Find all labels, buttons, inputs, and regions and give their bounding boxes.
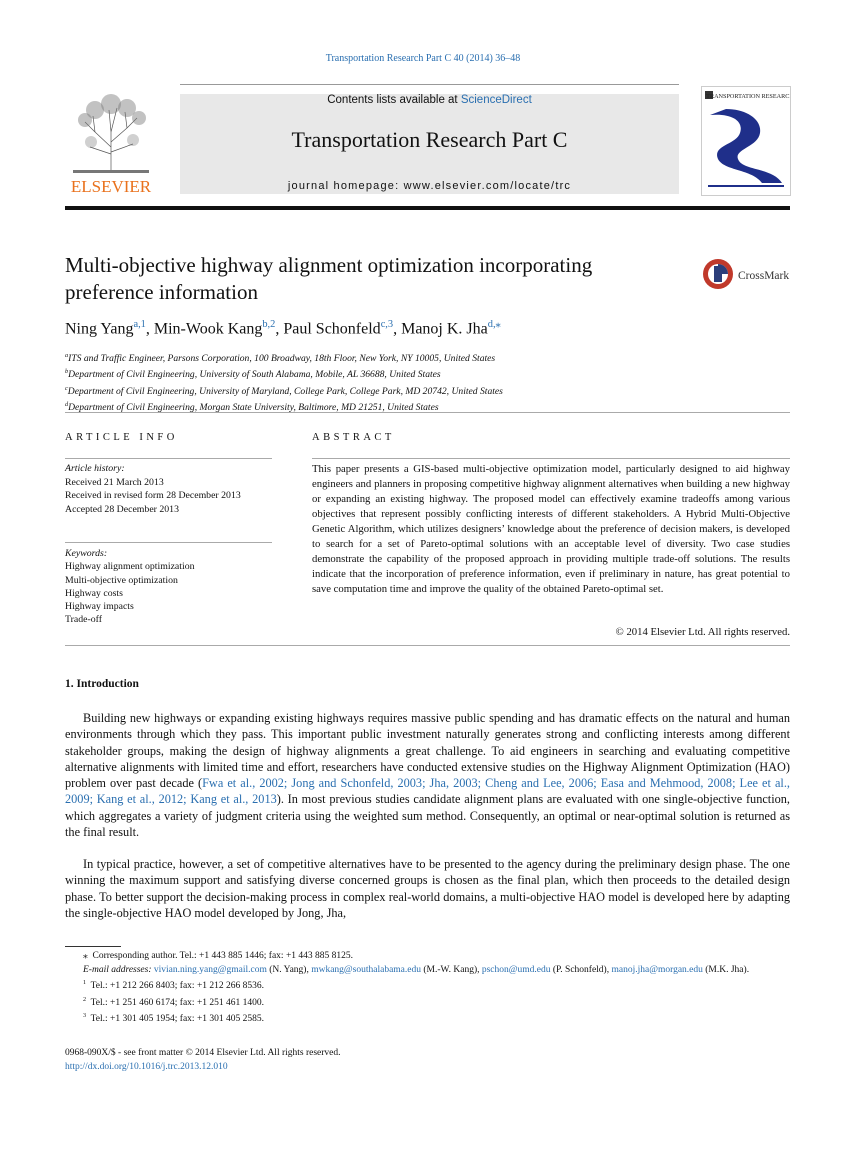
divider [65,412,790,413]
affiliations [65,349,503,415]
contents-prefix: Contents lists available at [327,94,461,106]
elsevier-wordmark: ELSEVIER [70,177,152,196]
keyword-item: Highway costs [65,587,123,599]
footnote-corresponding: ⁎ Corresponding author. Tel.: +1 443 885 1446; fax: +1 443 885 8125. [83,951,354,961]
affiliation-item: $^b$Department of Civil Engineering, University of South Alabama, Mobile, AL 36688, United States [65,368,441,381]
keywords-label: Keywords: [65,548,108,559]
affiliation-item: $^c$Department of Civil Engineering, University of Maryland, College Park, College Park, MD 20742, United States [65,384,503,398]
author-affil-marker[interactable]: c,3 [380,319,394,330]
author-affil-marker[interactable]: b,2 [262,319,276,330]
journal-title: Transportation Research Part C [291,127,568,152]
contents-line [180,94,679,106]
header-thick-rule [65,206,790,210]
body-paragraph: In typical practice, however, a set of competitive alternatives have to be presented to the agency during the preliminary design phase. The one winning the maximum support and satisfying diverse concerned groups is chosen as the final plan, which then proceeds to the detailed design phase. To better support the decision-making process in complex real-world domains, a multi-objective HAO model is developed here by adapting the single-objective HAO model developed by Jong, Jha, [65,857,790,920]
front-matter-info [65,1047,341,1074]
author-name: Ning Yang [65,320,134,338]
keyword-item: Multi-objective optimization [65,574,178,586]
divider [65,458,272,459]
issn-line: 0968-090X/$ - see front matter © 2014 Elsevier Ltd. All rights reserved. [65,1048,341,1058]
author-list: Ning Yang$^{a,1}$, Min-Wook Kang$^{b,2}$, Paul Schonfeld$^{c,3}$, Manoj K. Jha$^{d,⁎}$ [65,319,501,338]
header-divider [180,84,679,85]
keyword-item: Highway impacts [65,601,134,613]
author-affil-marker[interactable]: d,⁎ [487,319,501,330]
email-link[interactable]: pschon@umd.edu [481,964,551,975]
doi-link[interactable]: http://dx.doi.org/10.1016/j.trc.2013.12.010 [65,1061,228,1072]
divider [65,645,790,646]
affiliation-item: $^a$ITS and Traffic Engineer, Parsons Corporation, 100 Broadway, 18th Floor, New York, NY 10005, United States [65,352,496,365]
keywords [65,547,195,627]
article-info-heading: ARTICLE INFO [65,432,178,443]
abstract-copyright: © 2014 Elsevier Ltd. All rights reserved. [615,626,790,638]
author-affil-marker[interactable]: a,1 [133,319,146,330]
crossmark-badge[interactable] [702,258,792,297]
abstract-text: This paper presents a GIS-based multi-objective optimization model, particularly designed to aid highway engineers and planners in proposing competitive highway alignment alternatives when building a new highway or expanding an existing highway. The proposed model can effectively examine tradeoffs among various objectives that represent possibly conflicting interests of different stakeholders. A Hybrid Multi-Objective Genetic Algorithm, which utilizes designers’ knowledge about the preference of decision makers, is developed to search for a set of Pareto-optimal solutions with an acceptable level of diversity. Two case studies demonstrate the capability of the proposed approach in providing multiple trade-off solutions. The results indicate that the incorporation of preference information, even if preliminary in nature, has great potential to save computation time and improve the quality of the obtained Pareto-optimal set. [312,463,790,595]
article-title: Multi-objective highway alignment optimization incorporating preference information [65,253,593,304]
divider [65,542,272,543]
journal-citation[interactable]: Transportation Research Part C 40 (2014) 36–48 [325,53,521,64]
author-name: Min-Wook Kang [153,320,263,338]
email-link[interactable]: mwkang@southalabama.edu [311,964,421,975]
history-item: Accepted 28 December 2013 [65,503,179,515]
sciencedirect-link[interactable]: ScienceDirect [460,94,532,106]
footnote-item: $^1$ Tel.: +1 212 266 8403; fax: +1 212 266 8536. [83,980,265,992]
footnotes [65,950,790,1027]
email-link[interactable]: vivian.ning.yang@gmail.com [153,964,267,975]
email-link[interactable]: manoj.jha@morgan.edu [611,964,703,975]
history-item: Received 21 March 2013 [65,476,164,488]
divider [312,458,790,459]
footnote-divider [65,946,121,947]
author-name: Manoj K. Jha [401,320,488,338]
footnote-item: $^3$ Tel.: +1 301 405 1954; fax: +1 301 405 2585. [83,1013,265,1025]
abstract-heading: ABSTRACT [312,432,395,443]
footnote-item: $^2$ Tel.: +1 251 460 6174; fax: +1 251 461 1400. [83,996,265,1008]
body-paragraph: Building new highways or expanding existing highways requires massive public spending and has dramatic effects on the natural and human environments through which they pass. This important public investment naturally generates strong and conflicting interests among different stakeholder groups, making the design of highway alignments a great challenge. To aid engineers in searching and evaluating competitive alternative alignments with limited time and effort, researchers have conducted extensive studies on the Highway Alignment Optimization (HAO) problem over past decade (Fwa et al., 2002; Jong and Schonfeld, 2003; Jha, 2003; Cheng and Lee, 2006; Easa and Mehmood, 2008; Lee et al., 2009; Kang et al., 2012; Kang et al., 2013). In most previous studies candidate alignment plans are evaluated with one single-objective function, which aggregates a variety of judgment criteria using the weighted sum method. Consequently, an optimal or near-optimal solution is returned as the final result. [65,711,790,840]
keyword-item: Trade-off [65,614,103,626]
citation-links[interactable]: Fwa et al., 2002; Jong and Schonfeld, 2003; Jha, 2003; Cheng and Lee, 2006; Easa and Mehmood, 2008; Lee et al., 2009; Kang et al., 2012; Kang et al., 2013 [65,776,790,807]
keyword-item: Highway alignment optimization [65,561,195,573]
cover-title-text: TRANSPORTATION RESEARCH [706,93,790,100]
history-item: Received in revised form 28 December 2013 [65,490,241,501]
footnote-emails: E-mail addresses: vivian.ning.yang@gmail.com (N. Yang), mwkang@southalabama.edu (M.-W. Kang), pschon@umd.edu (P. Schonfeld), manoj.jha@morgan.edu (M.K. Jha). [83,964,750,975]
journal-homepage[interactable]: journal homepage: www.elsevier.com/locate/trc [287,180,572,192]
article-history [65,462,241,516]
journal-cover-thumbnail [701,86,791,196]
crossmark-label: CrossMark [738,270,790,282]
elsevier-logo [65,92,157,196]
section-heading: 1. Introduction [65,678,139,690]
history-label: Article history: [65,463,125,474]
author-name: Paul Schonfeld [283,320,381,338]
affiliation-item: $^d$Department of Civil Engineering, Morgan State University, Baltimore, MD 21251, United States [65,401,439,414]
